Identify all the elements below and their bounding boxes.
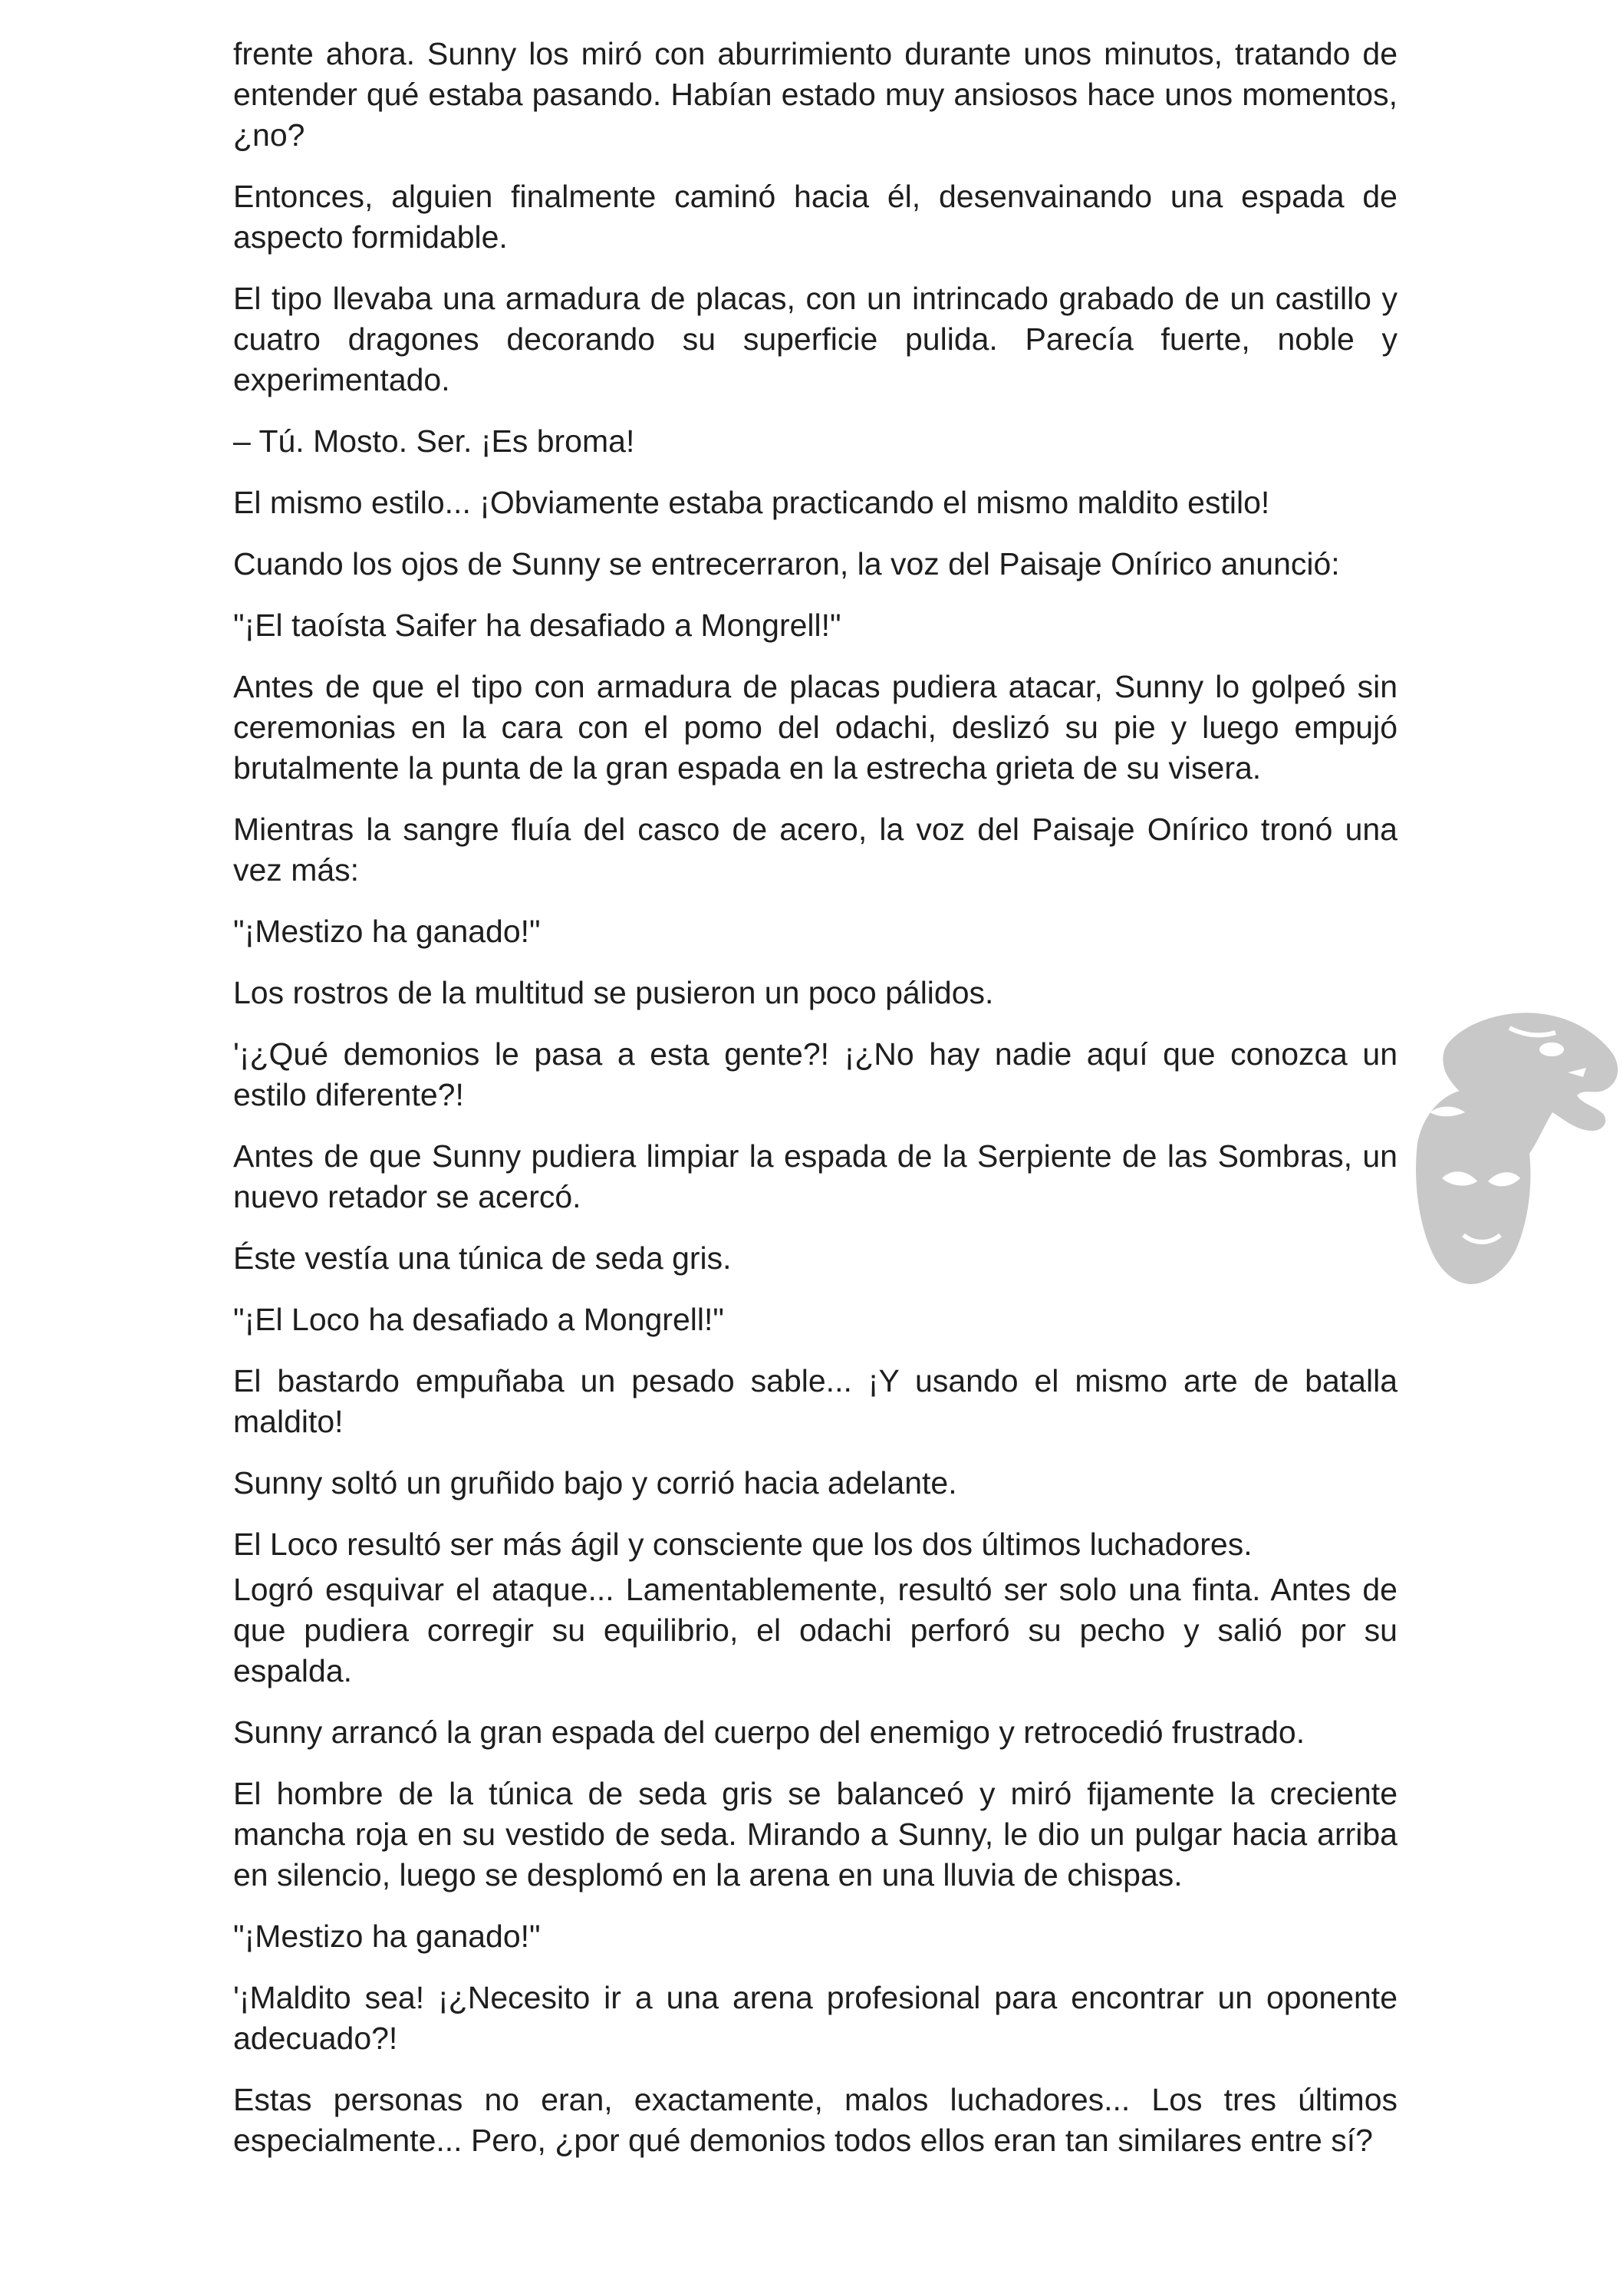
paragraph: Los rostros de la multitud se pusieron un poco pálidos.	[233, 975, 994, 1010]
paragraph: Cuando los ojos de Sunny se entrecerraron, la voz del Paisaje Onírico anunció:	[233, 546, 1340, 581]
dinosaur-skull-watermark-icon	[1394, 990, 1623, 1296]
paragraph: – Tú. Mosto. Ser. ¡Es broma!	[233, 423, 635, 459]
paragraph: El mismo estilo... ¡Obviamente estaba practicando el mismo maldito estilo!	[233, 485, 1270, 520]
paragraph: frente ahora. Sunny los miró con aburrimiento durante unos minutos, tratando de entender qué estaba pasando. Habían estado muy ansiosos hace unos momentos, ¿no?	[233, 36, 1397, 153]
paragraph: El bastardo empuñaba un pesado sable... ¡Y usando el mismo arte de batalla maldito!	[233, 1363, 1397, 1439]
paragraph: Antes de que Sunny pudiera limpiar la espada de la Serpiente de las Sombras, un nuevo retador se acercó.	[233, 1138, 1397, 1214]
paragraph: El Loco resultó ser más ágil y consciente que los dos últimos luchadores.	[233, 1527, 1253, 1562]
paragraph: '¡¿Qué demonios le pasa a esta gente?! ¡¿No hay nadie aquí que conozca un estilo diferente?!	[233, 1036, 1397, 1112]
paragraph: Éste vestía una túnica de seda gris.	[233, 1240, 732, 1276]
paragraph: "¡Mestizo ha ganado!"	[233, 914, 541, 949]
paragraph: Antes de que el tipo con armadura de placas pudiera atacar, Sunny lo golpeó sin ceremonias en la cara con el pomo del odachi, deslizó su pie y luego empujó brutalmente la punta de la gran espada en la estrecha grieta de su visera.	[233, 669, 1397, 786]
paragraph: "¡El Loco ha desafiado a Mongrell!"	[233, 1302, 724, 1337]
paragraph: El hombre de la túnica de seda gris se balanceó y miró fijamente la creciente mancha roja en su vestido de seda. Mirando a Sunny, le dio un pulgar hacia arriba en silencio, luego se desplomó en la arena en una lluvia de chispas.	[233, 1776, 1397, 1892]
paragraph: "¡Mestizo ha ganado!"	[233, 1919, 541, 1954]
paragraph: Entonces, alguien finalmente caminó hacia él, desenvainando una espada de aspecto formidable.	[233, 179, 1397, 255]
paragraph: Mientras la sangre fluía del casco de acero, la voz del Paisaje Onírico tronó una vez más:	[233, 812, 1397, 888]
paragraph: Sunny arrancó la gran espada del cuerpo del enemigo y retrocedió frustrado.	[233, 1715, 1305, 1750]
paragraph: Sunny soltó un gruñido bajo y corrió hacia adelante.	[233, 1465, 957, 1500]
paragraph: '¡Maldito sea! ¡¿Necesito ir a una arena profesional para encontrar un oponente adecuado?!	[233, 1980, 1397, 2056]
body-text	[233, 34, 1397, 2182]
paragraph: Logró esquivar el ataque... Lamentablemente, resultó ser solo una finta. Antes de que pudiera corregir su equilibrio, el odachi perforó su pecho y salió por su espalda.	[233, 1572, 1397, 1688]
paragraph: "¡El taoísta Saifer ha desafiado a Mongrell!"	[233, 608, 841, 643]
paragraph: El tipo llevaba una armadura de placas, con un intrincado grabado de un castillo y cuatro dragones decorando su superficie pulida. Parecía fuerte, noble y experimentado.	[233, 281, 1397, 397]
paragraph: Estas personas no eran, exactamente, malos luchadores... Los tres últimos especialmente... Pero, ¿por qué demonios todos ellos eran tan similares entre sí?	[233, 2082, 1397, 2158]
